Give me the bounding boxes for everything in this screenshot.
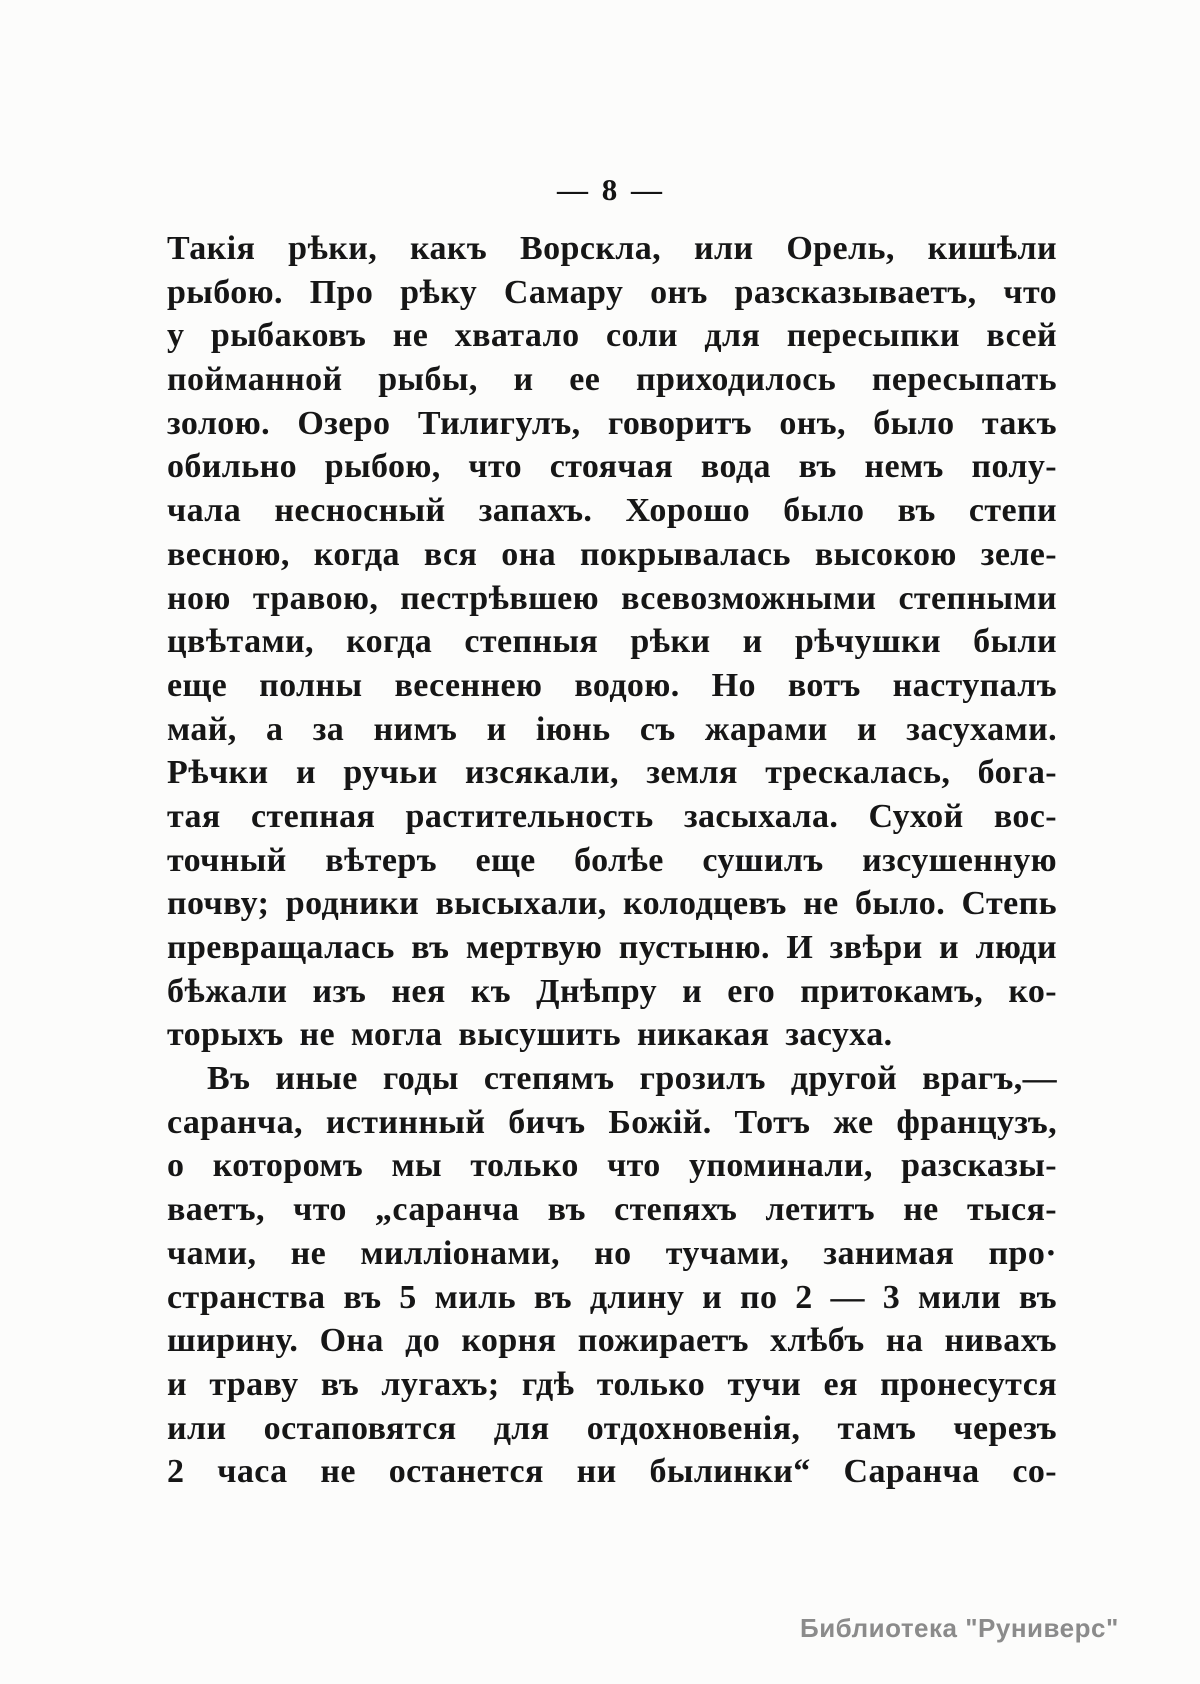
page-text	[167, 227, 1057, 1494]
text-line: ною травою, пестрѣвшею всевозможными степными	[167, 579, 1057, 617]
text-line: тая степная растительность засыхала. Сухой вос-	[167, 797, 1057, 835]
text-line: рыбою. Про рѣку Самару онъ разсказываетъ, что	[167, 273, 1057, 311]
text-line: пойманной рыбы, и ее приходилось пересыпать	[167, 361, 1057, 399]
text-line: превращалась въ мертвую пустыню. И звѣри и люди	[167, 929, 1057, 966]
text-line: Въ иные годы степямъ грозилъ другой врагъ,—	[207, 1060, 1057, 1098]
text-line: обильно рыбою, что стоячая вода въ немъ полу-	[167, 448, 1057, 486]
text-line: ваетъ, что „саранча въ степяхъ летитъ не тыся-	[167, 1191, 1057, 1229]
text-line: торыхъ не могла высушить никакая засуха.	[167, 1016, 893, 1054]
text-line: Такія рѣки, какъ Ворскла, или Орель, кишѣли	[167, 230, 1057, 267]
text-line: ширину. Она до корня пожираетъ хлѣбъ на нивахъ	[167, 1322, 1057, 1360]
text-line: весною, когда вся она покрывалась высокою зеле-	[167, 535, 1057, 573]
text-line: саранча, истинный бичъ Божій. Тотъ же французъ,	[167, 1103, 1057, 1141]
text-line: 2 часа не останется ни былинки“ Саранча со-	[167, 1453, 1057, 1491]
text-line: золою. Озеро Тилигулъ, говоритъ онъ, было такъ	[167, 404, 1057, 442]
text-line: или остаповятся для отдохновенія, тамъ черезъ	[167, 1409, 1057, 1447]
page-number: — 8 —	[557, 172, 665, 207]
text-line: Рѣчки и ручьи изсякали, земля трескалась, бога-	[167, 754, 1057, 792]
text-line: точный вѣтеръ еще болѣе сушилъ изсушенную	[167, 841, 1057, 879]
text-line: и траву въ лугахъ; гдѣ только тучи ея пронесутся	[167, 1365, 1057, 1403]
text-line: май, а за нимъ и іюнь съ жарами и засухами.	[167, 710, 1057, 748]
library-watermark: Библиотека "Руниверс"	[800, 1613, 1119, 1643]
text-line: почву; родники высыхали, колодцевъ не было. Степь	[167, 885, 1057, 923]
text-line: чами, не милліонами, но тучами, занимая про·	[167, 1234, 1057, 1272]
text-line: чала несносный запахъ. Хорошо было въ степи	[167, 492, 1057, 530]
text-line: у рыбаковъ не хватало соли для пересыпки всей	[167, 317, 1057, 355]
text-line: еще полны весеннею водою. Но вотъ наступалъ	[167, 666, 1057, 704]
text-line: странства въ 5 миль въ длину и по 2 — 3 мили въ	[167, 1278, 1057, 1316]
text-line: о которомъ мы только что упоминали, разсказы-	[167, 1147, 1057, 1185]
text-line: бѣжали изъ нея къ Днѣпру и его притокамъ, ко-	[167, 972, 1057, 1010]
text-line: цвѣтами, когда степныя рѣки и рѣчушки были	[167, 623, 1057, 661]
